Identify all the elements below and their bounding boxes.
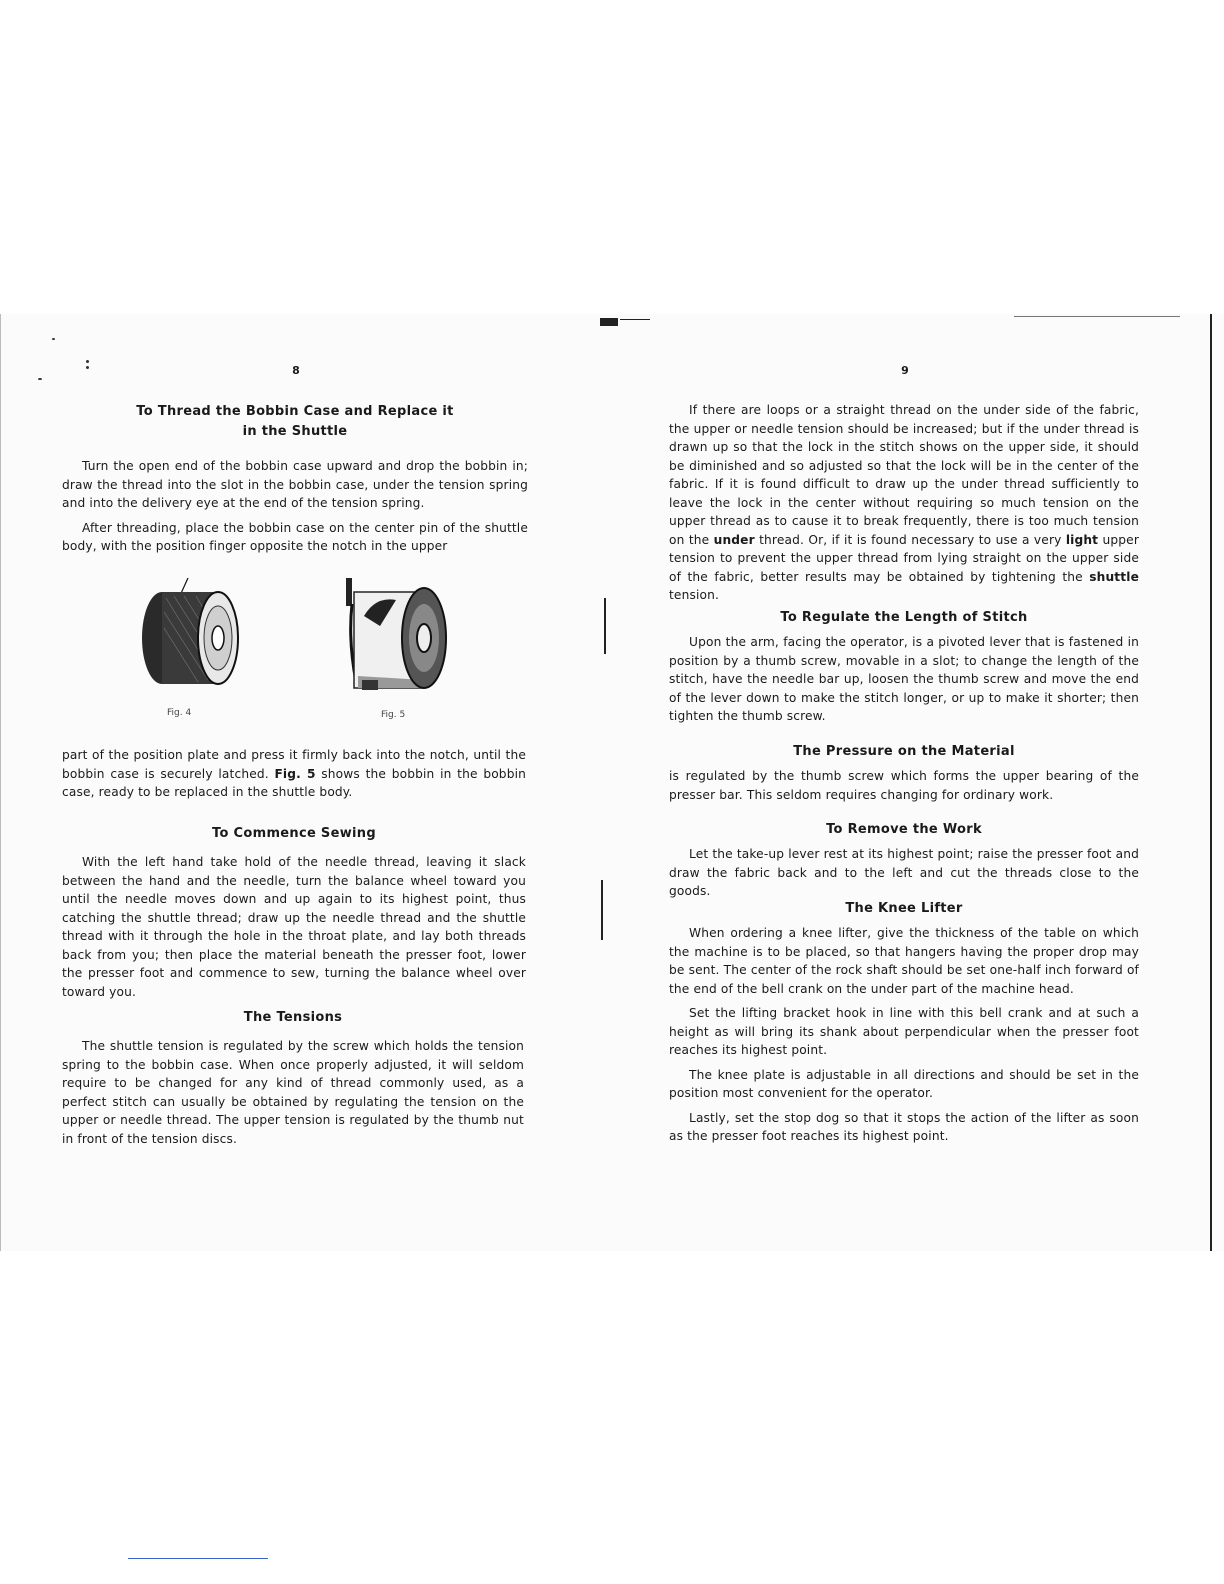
paragraph-text: shows the bobbin in the bobbin case, ready to be replaced in the shuttle body. <box>62 766 526 799</box>
continuation-text <box>62 746 526 802</box>
section-heading: The Tensions <box>243 1010 343 1025</box>
paragraph-text: part of the position plate and press it firmly back into the notch, until the bobbin case is securely latched. <box>62 748 526 781</box>
paragraph: When ordering a knee lifter, give the thickness of the table on which the machine is to be placed, so that hangers having the proper drop may be sent. The center of the rock shaft should be set one-half inch forward of the end of the bell crank on the under part of the machine head. <box>669 926 1139 996</box>
section-thread-bobbin <box>62 404 528 556</box>
section-knee-lifter <box>669 901 1139 1146</box>
figure-caption: Fig. 5 <box>381 710 406 720</box>
section-heading: To Remove the Work <box>826 822 982 837</box>
book-spread <box>0 314 1224 1251</box>
paragraph: Upon the arm, facing the operator, is a pivoted lever that is fastened in position by a thumb screw, movable in a slot; to change the length of the stitch, have the needle bar up, loosen the thumb screw and move the end of the lever down to make the stitch longer, or up to make it shorter; then tighten the thumb screw. <box>669 635 1139 723</box>
paragraph: After threading, place the bobbin case on the center pin of the shuttle body, with the position finger opposite the notch in the upper <box>62 520 528 553</box>
paragraph-text: If there are loops or a straight thread on the under side of the fabric, the upper or needle tension should be increased; but if the under thread is drawn up so that the lock in the stitch shows on the upper side, it should be diminished and so adjusted so that the lock will be in the center of the fabric. If it is found difficult to draw up the under thread sufficiently to leave the lock in the center without requiring so much tension on the upper thread as to cause it to break frequently, there is too much tension on the <box>669 403 1139 547</box>
right-page <box>605 314 1213 1251</box>
emphasis: light <box>1065 532 1099 547</box>
section-heading: To Commence Sewing <box>212 826 376 841</box>
page-number: 9 <box>901 364 909 377</box>
paragraph: The shuttle tension is regulated by the screw which holds the tension spring to the bobbin case. When once properly adjusted, it will seldom require to be changed for any kind of thread commonly used, as a perfect stitch can usually be obtained by regulating the tension on the upper or needle thread. The upper tension is regulated by the thumb nut in front of the tension discs. <box>62 1039 524 1146</box>
paragraph-text: tension. <box>669 588 719 602</box>
page-number: 8 <box>292 364 300 377</box>
paragraph: Lastly, set the stop dog so that it stops the action of the lifter as soon as the presser foot reaches its highest point. <box>669 1110 1139 1143</box>
paragraph <box>62 746 526 802</box>
section-heading: in the Shuttle <box>242 424 348 439</box>
section-pressure <box>669 744 1139 804</box>
section-heading: The Knee Lifter <box>845 901 963 916</box>
page-edge <box>0 314 1 1251</box>
emphasis: under <box>713 532 755 547</box>
scan-speck <box>86 360 89 363</box>
section-tensions <box>62 1010 524 1148</box>
paragraph-text: thread. Or, if it is found necessary to use a very <box>759 532 1062 547</box>
paragraph: Let the take-up lever rest at its highest point; raise the presser foot and draw the fabric back and to the left and cut the threads close to the goods. <box>669 847 1139 898</box>
fig-reference: Fig. 5 <box>274 766 316 781</box>
scan-speck <box>52 338 55 340</box>
paragraph: is regulated by the thumb screw which forms the upper bearing of the presser bar. This seldom requires changing for ordinary work. <box>669 769 1139 802</box>
intro-text <box>669 401 1139 605</box>
section-commence-sewing <box>62 826 526 1001</box>
paragraph: The knee plate is adjustable in all directions and should be set in the position most convenient for the operator. <box>669 1067 1139 1100</box>
section-heading: To Thread the Bobbin Case and Replace it <box>136 404 454 419</box>
fig5-bobbin-case-image <box>340 576 456 698</box>
scan-speck <box>86 366 89 369</box>
paragraph-text: upper tension to prevent the upper thread from lying straight on the upper side of the fabric, better results may be obtained by tightening the <box>669 532 1139 584</box>
section-regulate-stitch <box>669 610 1139 726</box>
paragraph: With the left hand take hold of the needle thread, leaving it slack between the hand and the needle, turn the balance wheel toward you until the needle moves down and up again to its highest point, thus catching the shuttle thread; draw up the needle thread and the shuttle thread with it through the hole in the throat plate, and lay both threads back from you; then place the material beneath the presser foot, lower the presser foot and commence to sew, turning the balance wheel over toward you. <box>62 855 526 999</box>
section-remove-work <box>669 822 1139 901</box>
scan-speck <box>38 378 42 380</box>
fig4-bobbin-image <box>138 576 248 696</box>
emphasis: shuttle <box>1089 569 1139 584</box>
gutter-mark <box>601 880 603 940</box>
figure-caption: Fig. 4 <box>167 708 192 718</box>
section-heading: The Pressure on the Material <box>793 744 1015 759</box>
left-page <box>0 314 598 1251</box>
section-heading: To Regulate the Length of Stitch <box>780 610 1028 625</box>
paragraph <box>669 401 1139 605</box>
underline-mark <box>128 1558 268 1559</box>
paragraph: Turn the open end of the bobbin case upward and drop the bobbin in; draw the thread into the slot in the bobbin case, under the tension spring and into the delivery eye at the end of the tension spring. <box>62 459 528 510</box>
paragraph: Set the lifting bracket hook in line with this bell crank and at such a height as will bring its shank about perpendicular when the presser foot reaches its highest point. <box>669 1006 1139 1057</box>
